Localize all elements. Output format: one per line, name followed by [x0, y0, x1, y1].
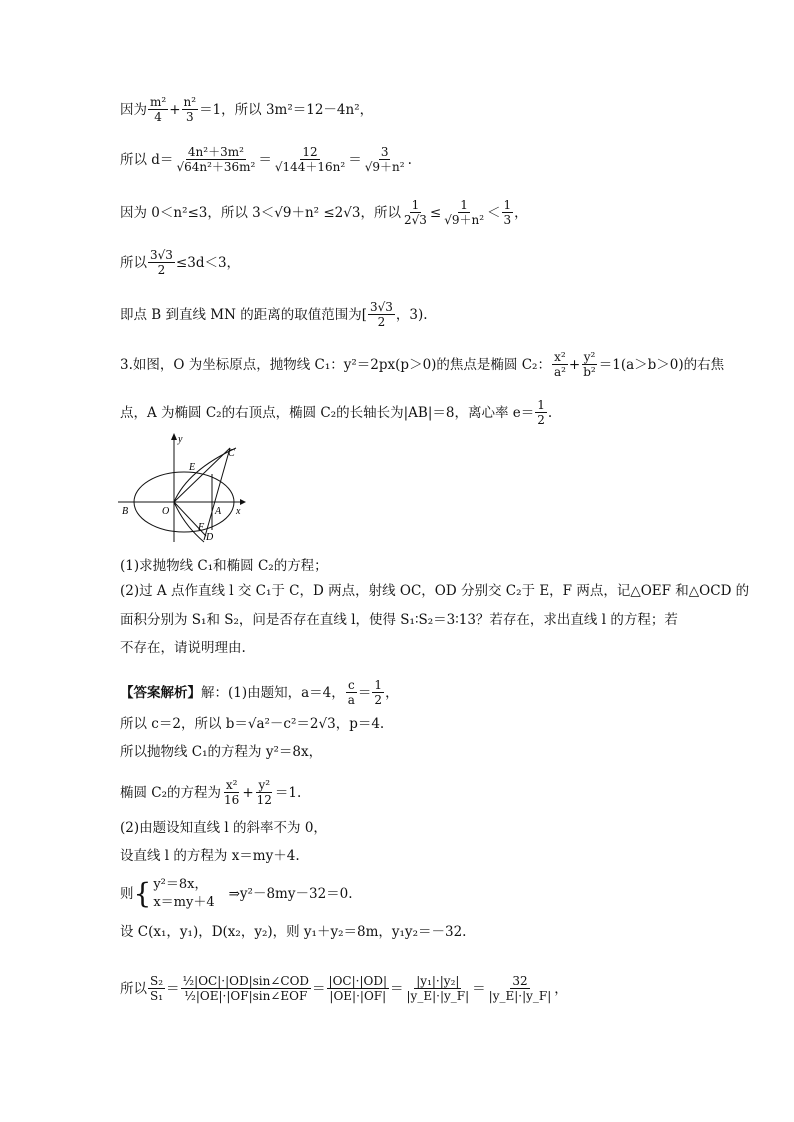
denominator: 2: [157, 263, 166, 277]
label-o: O: [162, 506, 170, 517]
numerator: 12: [302, 145, 318, 159]
text: 解：(1)由题知，a＝4，: [201, 684, 345, 701]
label-f: F: [198, 522, 205, 533]
denominator: |y_E|·|y_F|: [488, 989, 552, 1003]
numerator: 1: [374, 678, 383, 692]
fraction: [487, 974, 554, 1003]
line-14: [120, 742, 322, 762]
line-l: [204, 448, 230, 540]
line-2: [120, 145, 412, 174]
equation-system: [153, 876, 214, 912]
label-a: A: [215, 506, 222, 517]
fraction: [222, 778, 241, 807]
operator: ＝: [348, 151, 362, 168]
left-brace: {: [133, 877, 152, 910]
numerator: 1: [460, 198, 468, 212]
label-d: D: [206, 532, 214, 543]
y-axis-arrow: [171, 433, 177, 440]
operator: ＝: [166, 980, 180, 997]
fraction: [363, 145, 407, 174]
line-13: [120, 714, 384, 734]
numerator: 3: [380, 145, 389, 159]
line-6: [120, 350, 724, 379]
text: 点，A 为椭圆 C₂的右顶点，椭圆 C₂的长轴长为|AB|＝8，离心率 e＝: [120, 404, 535, 421]
fraction: [535, 398, 547, 427]
ray-oc: [174, 448, 230, 502]
text: 即点 B 到直线 MN 的距离的取值范围为[: [120, 306, 367, 323]
numerator: x²: [554, 350, 566, 364]
numerator: 3√3: [150, 248, 173, 262]
numerator: c: [347, 678, 355, 692]
fraction: [148, 248, 175, 277]
text: ＝1.: [274, 784, 302, 801]
denominator: 2: [537, 413, 545, 427]
fraction: [372, 678, 384, 707]
fraction: [327, 974, 389, 1003]
denominator: |OE|·|OF|: [329, 989, 387, 1003]
text: 面积分别为 S₁和 S₂，问是否存在直线 l，使得 S₁∶S₂＝3∶13？若存在，求出直线 l 的方程；若: [120, 612, 678, 628]
fraction: [182, 95, 199, 124]
fraction: [148, 974, 165, 1003]
denominator: √144＋16n²: [274, 160, 346, 174]
text: 所以抛物线 C₁的方程为 y²＝8x，: [120, 744, 323, 760]
text: (2)过 A 点作直线 l 交 C₁于 C，D 两点，射线 OC，OD 分别交 C₂于 E，F 两点，记△OEF 和△OCD 的: [120, 583, 750, 599]
fraction: [402, 198, 429, 227]
denominator: 4: [154, 110, 162, 124]
line-5: [120, 300, 428, 329]
numerator: m²: [150, 95, 167, 109]
denominator: 2√3: [403, 213, 427, 227]
fraction: [255, 778, 274, 807]
line-19: [120, 922, 466, 942]
text: 设 C(x₁，y₁)，D(x₂，y₂)，则 y₁＋y₂＝8m，y₁y₂＝－32.: [120, 924, 467, 940]
numerator: S₂: [150, 974, 164, 988]
denominator: 3: [503, 213, 512, 227]
line-1: [120, 95, 373, 124]
operator: ＝: [390, 980, 404, 997]
numerator: |y₁|·|y₂|: [416, 974, 460, 988]
text: 所以 d＝: [120, 151, 174, 168]
text: 3.如图，O 为坐标原点，抛物线 C₁：y²＝2px(p＞0)的焦点是椭圆 C₂：: [120, 356, 551, 373]
denominator: 2: [374, 693, 383, 707]
denominator: S₁: [150, 989, 164, 1003]
operator: ＝: [357, 684, 372, 701]
line-7: [120, 398, 552, 427]
line-11: [120, 638, 246, 658]
operator: ≤: [429, 204, 442, 221]
fraction: [368, 300, 395, 329]
denominator: a²: [553, 365, 566, 379]
denominator: √9＋n²: [364, 160, 405, 174]
text: ⇒y²－8my－32＝0.: [228, 886, 353, 902]
fraction: [148, 95, 168, 124]
label-x: x: [236, 506, 241, 517]
text: 设直线 l 的方程为 x＝my＋4.: [120, 848, 300, 864]
label-y: y: [178, 434, 183, 445]
text: ≤3d＜3，: [175, 254, 241, 271]
fraction: [442, 198, 486, 227]
line-12: [120, 678, 399, 707]
fraction: [346, 678, 357, 707]
numerator: 3√3: [370, 300, 393, 314]
text: 不存在，请说明理由.: [120, 640, 246, 656]
denominator: |y_E|·|y_F|: [406, 989, 470, 1003]
numerator: ½|OC|·|OD|sin∠COD: [182, 974, 310, 988]
equation-1: y²＝8x，: [153, 877, 208, 892]
line-20: [120, 974, 568, 1003]
numerator: 1: [411, 198, 420, 212]
text: .: [547, 404, 553, 421]
text: ，: [385, 684, 399, 701]
numerator: n²: [183, 95, 197, 109]
denominator: 2: [377, 315, 386, 329]
label-b: B: [122, 506, 129, 517]
line-9: [120, 581, 749, 601]
text: ＝1(a＞b＞0)的右焦: [598, 356, 725, 373]
line-3: [120, 198, 528, 227]
numerator: y²: [583, 350, 596, 364]
line-16: [120, 818, 327, 838]
denominator: √9＋n²: [444, 213, 485, 227]
text: (2)由题设知直线 l 的斜率不为 0，: [120, 820, 327, 836]
operator: ＝: [472, 980, 486, 997]
text: 椭圆 C₂的方程为: [120, 784, 222, 801]
text: 因为: [120, 101, 147, 118]
text: 所以 c＝2，所以 b＝√a²－c²＝2√3，p＝4.: [120, 716, 385, 732]
fraction: [552, 350, 568, 379]
text: ，: [554, 980, 568, 997]
line-15: [120, 778, 301, 807]
text: ，: [514, 204, 528, 221]
denominator: a: [347, 693, 355, 707]
numerator: x²: [225, 778, 238, 792]
denominator: 3: [185, 110, 194, 124]
text: .: [407, 151, 412, 168]
numerator: 1: [537, 398, 545, 412]
denominator: 12: [256, 793, 272, 807]
fraction: [181, 974, 312, 1003]
line-4: [120, 248, 240, 277]
operator: ＝: [258, 151, 272, 168]
line-18: [120, 876, 353, 912]
text: 所以: [120, 980, 147, 997]
line-17: [120, 846, 300, 866]
operator: ＜: [487, 204, 501, 221]
text: (1)求抛物线 C₁和椭圆 C₂的方程；: [120, 558, 328, 574]
numerator: y²: [258, 778, 271, 792]
operator: +: [568, 356, 581, 373]
operator: +: [242, 784, 254, 801]
label-c: C: [228, 448, 235, 459]
x-axis-arrow: [240, 499, 246, 505]
fraction: [502, 198, 514, 227]
denominator: 16: [224, 793, 240, 807]
denominator: b²: [583, 365, 596, 379]
numerator: 4n²＋3m²: [187, 145, 244, 159]
operator: +: [169, 101, 181, 118]
fraction: [273, 145, 347, 174]
answer-heading: 【答案解析】: [120, 684, 201, 701]
text: 因为 0＜n²≤3，所以 3＜√9＋n² ≤2√3，所以: [120, 204, 401, 221]
numerator: 32: [512, 974, 528, 988]
denominator: ½|OE|·|OF|sin∠EOF: [184, 989, 308, 1003]
numerator: |OC|·|OD|: [328, 974, 388, 988]
fraction: [174, 145, 257, 174]
ellipse-parabola-figure: [118, 430, 248, 545]
label-e: E: [189, 462, 196, 473]
numerator: 1: [503, 198, 512, 212]
text: ，3).: [395, 306, 428, 323]
line-10: [120, 610, 678, 630]
denominator: √64n²＋36m²: [176, 160, 256, 174]
text: ＝1，所以 3m²＝12－4n²，: [199, 101, 374, 118]
text: 则: [120, 886, 134, 902]
line-8: [120, 556, 328, 576]
fraction: [581, 350, 598, 379]
fraction: [405, 974, 472, 1003]
text: 所以: [120, 254, 147, 271]
operator: ＝: [312, 980, 326, 997]
equation-2: x＝my＋4: [153, 895, 215, 910]
